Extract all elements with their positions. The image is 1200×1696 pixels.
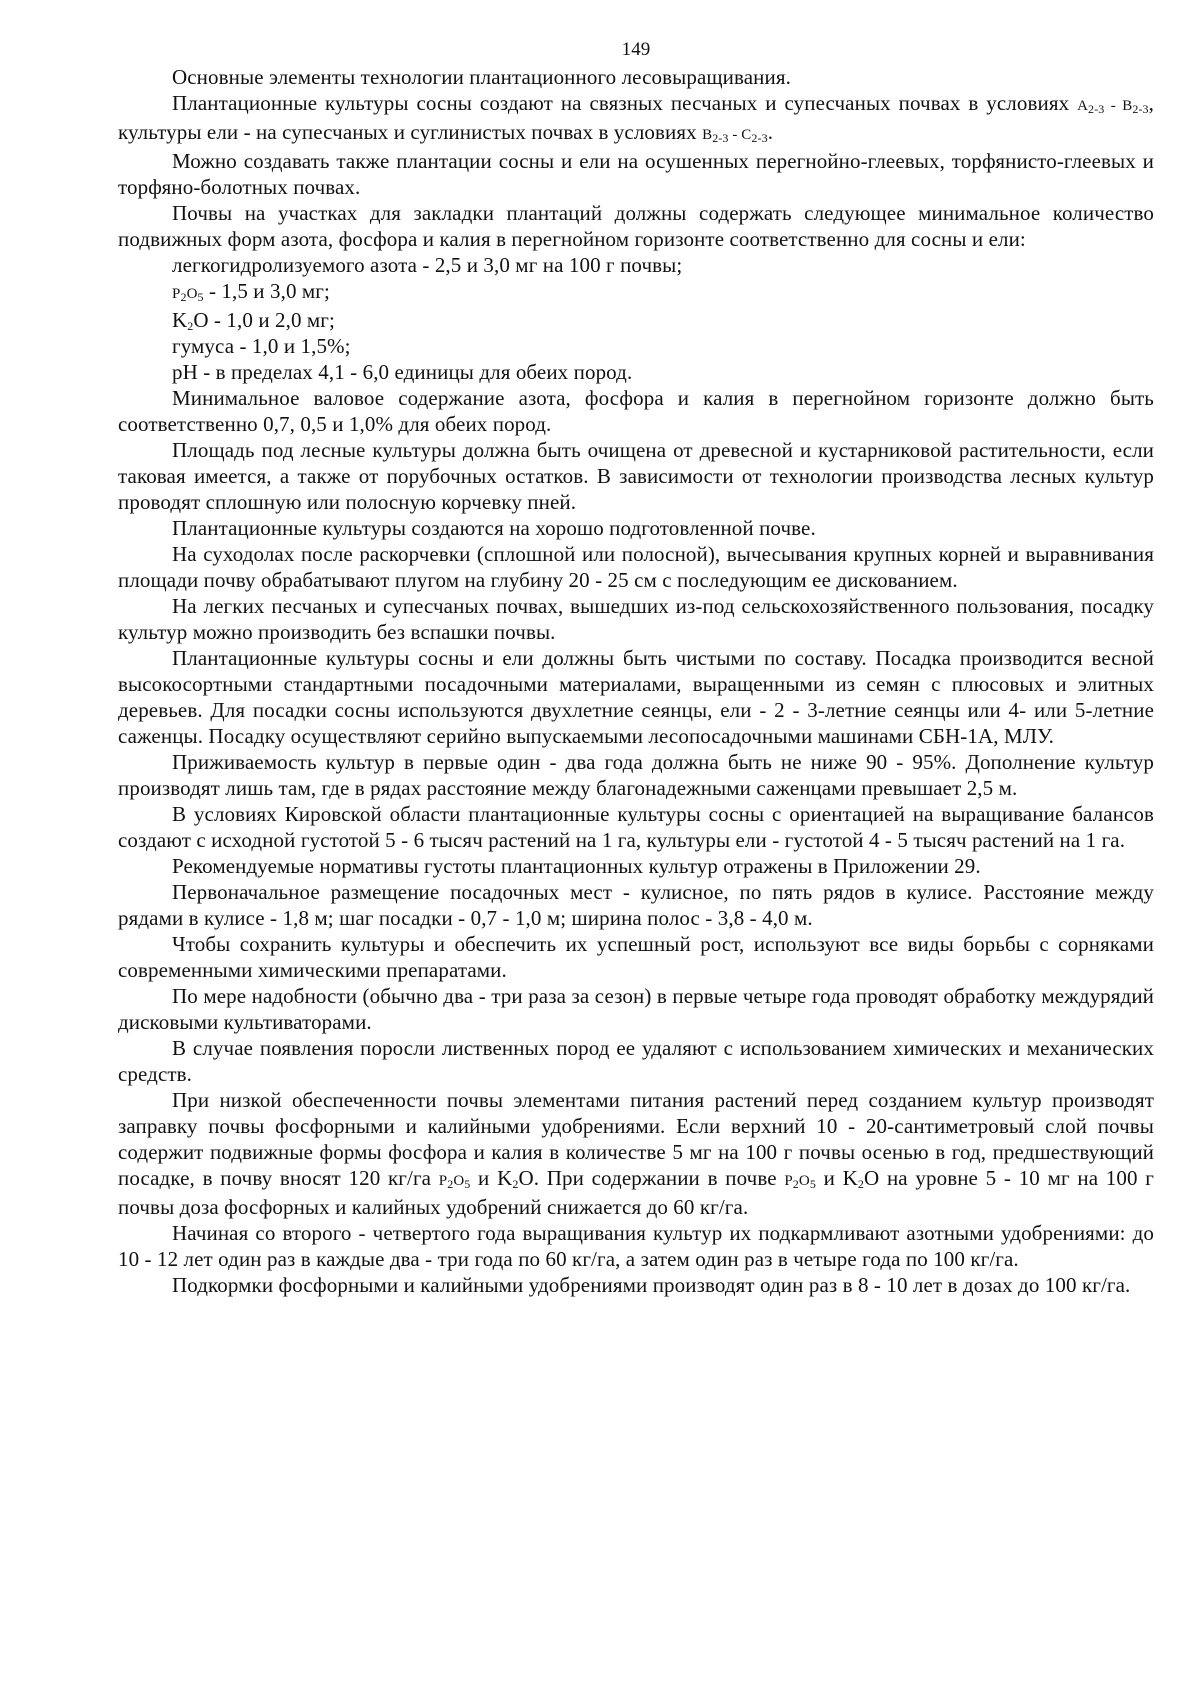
paragraph-15: По мере надобности (обычно два - три раза за сезон) в первые четыре года проводят обработку междурядий дисковыми культиваторами. [118, 984, 1154, 1034]
paragraph-13: Первоначальное размещение посадочных мест - кулисное, по пять рядов в кулисе. Расстояние между рядами в кулисе - 1,8 м; шаг посадки - 0,7 - 1,0 м; ширина полос - 3,8 - 4,0 м. [118, 880, 1154, 930]
paragraph-3: Почвы на участках для закладки плантаций должны содержать следующее минимальное количество подвижных форм азота, фосфора и калия в перегнойном горизонте соответственно для сосны и ели: [118, 201, 1154, 251]
section-heading: Основные элементы технологии плантационного лесовыращивания. [172, 65, 791, 89]
paragraph-7: На суходолах после раскорчевки (сплошной или полосной), вычесывания крупных корней и выравнивания площади почву обрабатывают плугом на глубину 20 - 25 см с последующим ее дискованием. [118, 542, 1154, 592]
list-item-k2o: $K_2O - 1,0$ и 2,0 мг; [172, 308, 335, 333]
paragraph-5: Площадь под лесные культуры должна быть очищена от древесной и кустарниковой растительности, если таковая имеется, а также от порубочных остатков. В зависимости от технологии производства лесных культур проводят сплошную или полосную корчевку пней. [118, 438, 1154, 514]
paragraph-1: Плантационные культуры сосны создают на связных песчаных и супесчаных почвах в условиях $A_{2-3} - B_{2-3}$, культуры ели - на супесчаных и суглинистых почвах в условиях $B_{2-3} - C_{2-3}$. [118, 91, 1154, 145]
page-number: 149 [621, 39, 651, 60]
paragraph-10: Приживаемость культур в первые один - два года должна быть не ниже 90 - 95%. Дополнение культур производят лишь там, где в рядах расстояние между благонадежными саженцами превышает 2,5 м. [118, 750, 1154, 800]
paragraph-9: Плантационные культуры сосны и ели должны быть чистыми по составу. Посадка производится весной высокосортными стандартными посадочными материалами, выращенными из семян с плюсовых и элитных деревьев. Для посадки сосны используются двухлетние сеянцы, ели - 2 - 3-летние сеянцы или 4- или 5-летние саженцы. Посадку осуществляют серийно выпускаемыми лесопосадочными машинами СБН-1А, МЛУ. [118, 646, 1154, 748]
paragraph-14: Чтобы сохранить культуры и обеспечить их успешный рост, используют все виды борьбы с сорняками современными химическими препаратами. [118, 932, 1154, 982]
paragraph-8: На легких песчаных и супесчаных почвах, вышедших из-под сельскохозяйственного пользования, посадку культур можно производить без вспашки почвы. [118, 594, 1154, 644]
list-item-p2o5: $P_2O_5 - 1,5$ и 3,0 мг; [172, 279, 330, 304]
list-item-humus: гумуса - 1,0 и 1,5%; [172, 334, 351, 358]
paragraph-19: Подкормки фосфорными и калийными удобрениями производят один раз в 8 - 10 лет в дозах до 100 кг/га. [172, 1273, 1131, 1297]
paragraph-11: В условиях Кировской области плантационные культуры сосны с ориентацией на выращивание балансов создают с исходной густотой 5 - 6 тысяч растений на 1 га, культуры ели - густотой 4 - 5 тысяч растений на 1 га. [118, 802, 1154, 852]
paragraph-16: В случае появления поросли лиственных пород ее удаляют с использованием химических и механических средств. [118, 1036, 1154, 1086]
list-item-nitrogen: легкогидролизуемого азота - 2,5 и 3,0 мг на 100 г почвы; [172, 253, 683, 277]
paragraph-2: Можно создавать также плантации сосны и ели на осушенных перегнойно-глеевых, торфянисто-глеевых и торфяно-болотных почвах. [118, 149, 1154, 199]
paragraph-4: Минимальное валовое содержание азота, фосфора и калия в перегнойном горизонте должно быть соответственно 0,7, 0,5 и 1,0% для обеих пород. [118, 386, 1154, 436]
paragraph-6: Плантационные культуры создаются на хорошо подготовленной почве. [172, 516, 816, 540]
list-item-ph: pH - в пределах 4,1 - 6,0 единицы для обеих пород. [172, 360, 633, 384]
paragraph-18: Начиная со второго - четвертого года выращивания культур их подкармливают азотными удобрениями: до 10 - 12 лет один раз в каждые два - три года по 60 кг/га, а затем один раз в четыре года по 100 кг/га. [118, 1221, 1154, 1271]
paragraph-12: Рекомендуемые нормативы густоты плантационных культур отражены в Приложении 29. [172, 854, 981, 878]
paragraph-17: При низкой обеспеченности почвы элементами питания растений перед созданием культур производят заправку почвы фосфорными и калийными удобрениями. Если верхний 10 - 20-сантиметровый слой почвы содержит подвижные формы фосфора и калия в количестве 5 мг на 100 г почвы осенью в год, предшествующий посадке, в почву вносят 120 кг/га $P_2O_5$ и $K_2O$. При содержании в почве $P_2O_5$ и $K_2O$ на уровне 5 - 10 мг на 100 г почвы доза фосфорных и калийных удобрений снижается до 60 кг/га. [118, 1088, 1154, 1219]
